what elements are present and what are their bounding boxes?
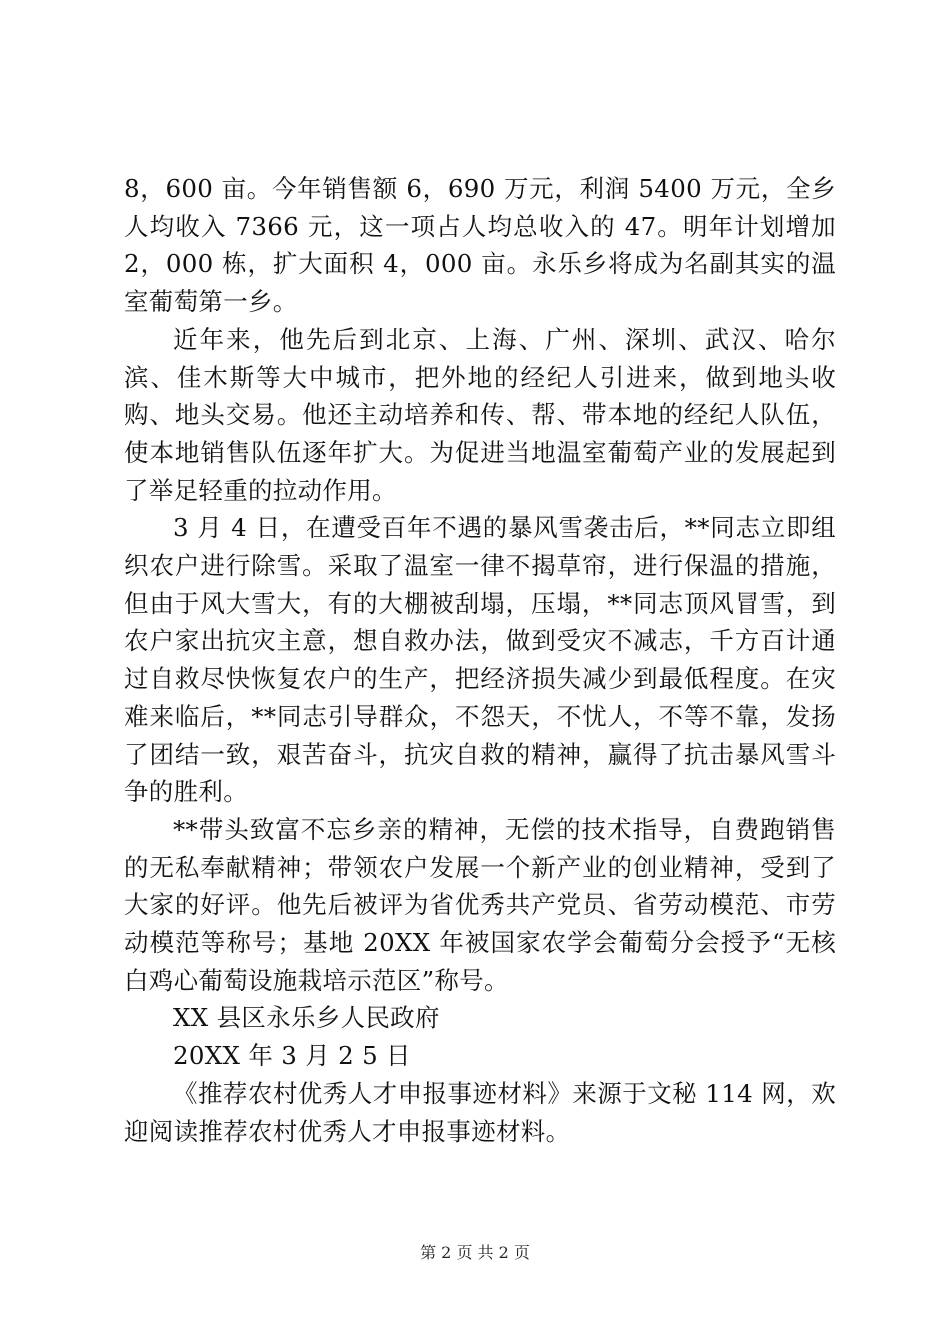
document-body: [124, 170, 836, 1150]
paragraph-market-expansion: 近年来，他先后到北京、上海、广州、深圳、武汉、哈尔滨、佳木斯等大中城市，把外地的经纪人引进来，做到地头收购、地头交易。他还主动培养和传、帮、带本地的经纪人队伍，使本地销售队伍逐年扩大。为促进当地温室葡萄产业的发展起到了举足轻重的拉动作用。: [124, 324, 836, 505]
signature-organization: XX 县区永乐乡人民政府: [173, 1003, 440, 1033]
page-number-footer: 第 2 页 共 2 页: [420, 1243, 530, 1262]
paragraph-honors: **带头致富不忘乡亲的精神，无偿的技术指导，自费跑销售的无私奉献精神；带领农户发展一个新产业的创业精神，受到了大家的好评。他先后被评为省优秀共产党员、省劳动模范、市劳动模范等称号；基地 20XX 年被国家农学会葡萄分会授予“无核白鸡心葡萄设施栽培示范区”称号。: [124, 814, 836, 995]
paragraph-snowstorm-relief: 3 月 4 日，在遭受百年不遇的暴风雪袭击后，**同志立即组织农户进行除雪。采取了温室一律不揭草帘，进行保温的措施，但由于风大雪大，有的大棚被刮塌，压塌，**同志顶风冒雪，到农户家出抗灾主意，想自救办法，做到受灾不减志，千方百计通过自救尽快恢复农户的生产，把经济损失减少到最低程度。在灾难来临后，**同志引导群众，不怨天，不忧人，不等不靠，发扬了团结一致，艰苦奋斗，抗灾自救的精神，赢得了抗击暴风雪斗争的胜利。: [124, 513, 836, 807]
paragraph-sales-summary: 8，600 亩。今年销售额 6，690 万元，利润 5400 万元，全乡人均收入 7366 元，这一项占人均总收入的 47。明年计划增加 2，000 栋，扩大面积 4，000 亩。永乐乡将成为名副其实的温室葡萄第一乡。: [124, 174, 836, 317]
paragraph-source-note: 《推荐农村优秀人才申报事迹材料》来源于文秘 114 网，欢迎阅读推荐农村优秀人才申报事迹材料。: [124, 1078, 836, 1146]
signature-date: 20XX 年 3 月 2 5 日: [173, 1041, 411, 1071]
